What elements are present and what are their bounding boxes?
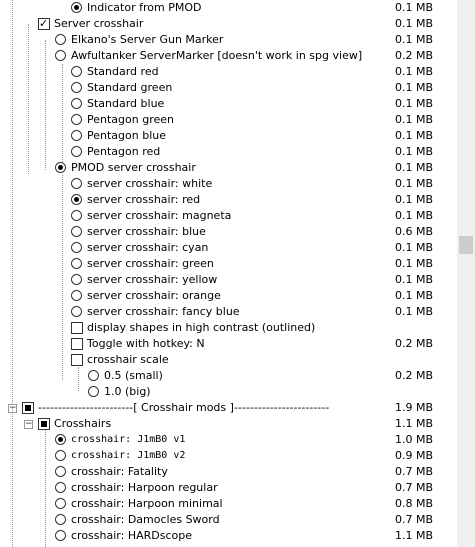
tree-row[interactable]: [0, 384, 457, 400]
tree-row-size: 0.7 MB: [395, 513, 434, 526]
radio-button[interactable]: [55, 482, 66, 493]
tree-row[interactable]: [0, 368, 457, 384]
tree-row-label: Indicator from PMOD: [87, 1, 202, 14]
collapse-icon[interactable]: −: [9, 403, 17, 413]
tree-row[interactable]: [0, 416, 457, 432]
tree-row[interactable]: [0, 176, 457, 192]
tree-row[interactable]: [0, 464, 457, 480]
tree-row[interactable]: [0, 320, 457, 336]
radio-button[interactable]: [55, 434, 66, 445]
tree-row-label: Pentagon blue: [87, 129, 166, 142]
tree-row-size: 0.1 MB: [395, 209, 434, 222]
tree-row-size: 0.7 MB: [395, 481, 434, 494]
radio-button[interactable]: [55, 162, 66, 173]
tree-row-label: Pentagon green: [87, 113, 174, 126]
tree-row-label: crosshair: Fatality: [71, 465, 168, 478]
tree-guide-line: [28, 24, 29, 174]
scrollbar-thumb[interactable]: [459, 236, 473, 254]
radio-button[interactable]: [71, 210, 82, 221]
tree-row-label: crosshair: J1mB0 v2: [71, 450, 186, 461]
radio-button[interactable]: [71, 114, 82, 125]
tree-row-size: 0.1 MB: [395, 273, 434, 286]
tree-guide-line: [12, 0, 13, 547]
tree-row-size: 0.1 MB: [395, 145, 434, 158]
tree-row[interactable]: [0, 224, 457, 240]
tree-row-label: crosshair: Harpoon minimal: [71, 497, 223, 510]
tree-row[interactable]: [0, 32, 457, 48]
tree-row-size: 0.1 MB: [395, 289, 434, 302]
radio-button[interactable]: [55, 50, 66, 61]
checkbox[interactable]: [71, 322, 83, 334]
tree-row-size: 0.2 MB: [395, 369, 434, 382]
tree-row-label: server crosshair: magneta: [87, 209, 232, 222]
radio-button[interactable]: [71, 306, 82, 317]
radio-button[interactable]: [71, 146, 82, 157]
checkbox[interactable]: [38, 18, 50, 30]
tree-row[interactable]: [0, 336, 457, 352]
tree-row-size: 0.1 MB: [395, 65, 434, 78]
radio-button[interactable]: [71, 66, 82, 77]
radio-button[interactable]: [55, 34, 66, 45]
tree-row-label: Crosshairs: [54, 417, 112, 430]
tree-row[interactable]: [0, 64, 457, 80]
tree-row-label: display shapes in high contrast (outlined): [87, 321, 316, 334]
tree-guide-line: [45, 40, 46, 170]
radio-button[interactable]: [88, 386, 99, 397]
tree-row[interactable]: [0, 448, 457, 464]
radio-button[interactable]: [71, 98, 82, 109]
tree-row[interactable]: [0, 432, 457, 448]
tree-row-size: 0.1 MB: [395, 33, 434, 46]
tree-row[interactable]: [0, 96, 457, 112]
tree-row[interactable]: [0, 16, 457, 32]
tree-row-label: server crosshair: red: [87, 193, 201, 206]
tree-row-size: 0.2 MB: [395, 49, 434, 62]
tree-row[interactable]: [0, 512, 457, 528]
tree-row[interactable]: [0, 80, 457, 96]
radio-button[interactable]: [55, 514, 66, 525]
tree-row[interactable]: [0, 528, 457, 544]
tree-row[interactable]: [0, 160, 457, 176]
tree-row[interactable]: [0, 112, 457, 128]
tree-row[interactable]: [0, 48, 457, 64]
checkbox[interactable]: [71, 338, 83, 350]
tree-row-label: Standard red: [87, 65, 159, 78]
radio-button[interactable]: [71, 194, 82, 205]
tree-row[interactable]: [0, 496, 457, 512]
tree-row[interactable]: [0, 192, 457, 208]
tree-row-size: 0.1 MB: [395, 1, 434, 14]
tree-row-size: 0.1 MB: [395, 241, 434, 254]
radio-button[interactable]: [55, 530, 66, 541]
tree-row-label: Elkano's Server Gun Marker: [71, 33, 224, 46]
tree-row-label: crosshair: Harpoon regular: [71, 481, 218, 494]
tree-row-label: Standard green: [87, 81, 173, 94]
tree-row-label: server crosshair: fancy blue: [87, 305, 240, 318]
tree-row[interactable]: [0, 0, 457, 16]
radio-button[interactable]: [55, 498, 66, 509]
tree-row-label: Server crosshair: [54, 17, 144, 30]
tree-row[interactable]: [0, 480, 457, 496]
vertical-scrollbar[interactable]: [457, 0, 475, 547]
tree-row-size: 0.2 MB: [395, 337, 434, 350]
radio-button[interactable]: [71, 274, 82, 285]
radio-button[interactable]: [71, 290, 82, 301]
tree-row-label: Awfultanker ServerMarker [doesn't work in spg view]: [71, 49, 363, 62]
tree-row-label: server crosshair: white: [87, 177, 213, 190]
radio-button[interactable]: [71, 2, 82, 13]
tree-row-label: 1.0 (big): [104, 385, 151, 398]
tree-row-size: 1.0 MB: [395, 433, 434, 446]
tree-row-label: server crosshair: green: [87, 257, 214, 270]
tree-row-size: 0.1 MB: [395, 305, 434, 318]
tree-guide-line: [62, 64, 63, 164]
tree-row[interactable]: [0, 400, 457, 416]
tree-row[interactable]: [0, 128, 457, 144]
radio-button[interactable]: [55, 466, 66, 477]
tree-guide-line: [62, 175, 63, 380]
radio-button[interactable]: [71, 258, 82, 269]
radio-button[interactable]: [71, 82, 82, 93]
tree-row-size: 0.6 MB: [395, 225, 434, 238]
tree-row[interactable]: [0, 304, 457, 320]
tree-row[interactable]: [0, 272, 457, 288]
tree-row-label: Standard blue: [87, 97, 165, 110]
tree-row-label: crosshair: J1mB0 v1: [71, 434, 186, 445]
radio-button[interactable]: [71, 242, 82, 253]
tree-row[interactable]: [0, 240, 457, 256]
tree-row[interactable]: [0, 256, 457, 272]
tree-row-label: server crosshair: blue: [87, 225, 206, 238]
tree-row-label: ------------------------[ Crosshair mods ]------------------------: [38, 401, 330, 414]
tree-row-label: server crosshair: orange: [87, 289, 221, 302]
radio-button[interactable]: [71, 226, 82, 237]
radio-button[interactable]: [55, 450, 66, 461]
tree-row-size: 0.7 MB: [395, 465, 434, 478]
tree-row-size: 0.1 MB: [395, 257, 434, 270]
tree-row-size: 0.1 MB: [395, 193, 434, 206]
tree-row-label: Toggle with hotkey: N: [87, 337, 205, 350]
radio-button[interactable]: [71, 178, 82, 189]
tree-guide-line: [78, 367, 79, 391]
tree-row-size: 1.1 MB: [395, 417, 434, 430]
tree-row-label: server crosshair: cyan: [87, 241, 209, 254]
tree-row-size: 0.1 MB: [395, 113, 434, 126]
tree-row-size: 0.1 MB: [395, 17, 434, 30]
tree-row-size: 0.8 MB: [395, 497, 434, 510]
tree-row-size: 0.1 MB: [395, 177, 434, 190]
checkbox[interactable]: [71, 354, 83, 366]
tree-row-size: 0.1 MB: [395, 81, 434, 94]
tree-row[interactable]: [0, 144, 457, 160]
tree-row[interactable]: [0, 352, 457, 368]
radio-button[interactable]: [88, 370, 99, 381]
tree-row-label: 0.5 (small): [104, 369, 163, 382]
tree-row[interactable]: [0, 208, 457, 224]
tree-row-size: 0.1 MB: [395, 161, 434, 174]
checkbox[interactable]: [38, 418, 50, 430]
radio-button[interactable]: [71, 130, 82, 141]
tree-row-label: server crosshair: yellow: [87, 273, 218, 286]
tree-row-size: 0.9 MB: [395, 449, 434, 462]
tree-row-size: 0.1 MB: [395, 97, 434, 110]
tree-row-label: crosshair scale: [87, 353, 169, 366]
tree-row-size: 1.1 MB: [395, 529, 434, 542]
tree-row-label: crosshair: Damocles Sword: [71, 513, 220, 526]
collapse-icon[interactable]: −: [25, 419, 33, 429]
tree-row-label: crosshair: HARDscope: [71, 529, 192, 542]
checkbox[interactable]: [22, 402, 34, 414]
tree-guide-line: [45, 430, 46, 547]
tree-row-label: PMOD server crosshair: [71, 161, 196, 174]
tree-row-size: 0.1 MB: [395, 129, 434, 142]
tree-row-size: 1.9 MB: [395, 401, 434, 414]
tree-row-label: Pentagon red: [87, 145, 161, 158]
tree-row[interactable]: [0, 288, 457, 304]
